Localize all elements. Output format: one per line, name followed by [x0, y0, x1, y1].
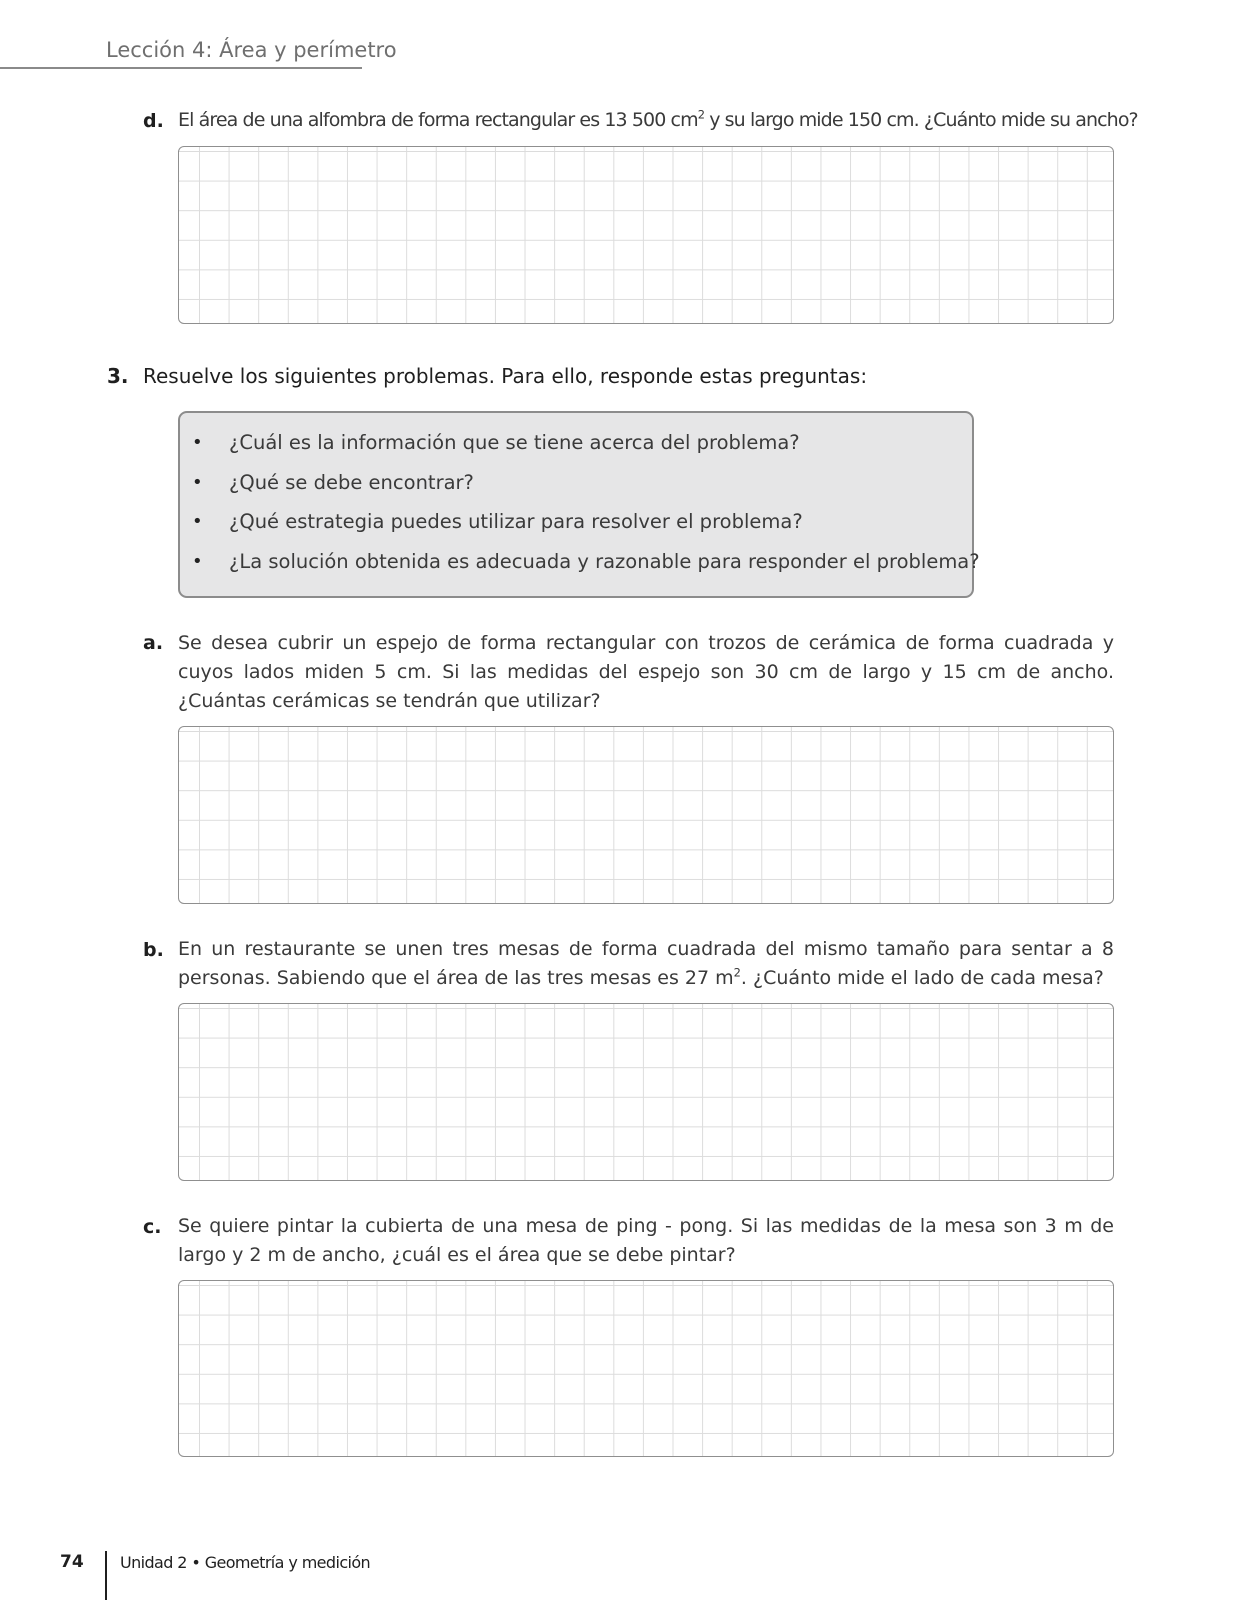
- question-c-letter: c.: [143, 1216, 162, 1238]
- guide-questions-box: [178, 411, 980, 598]
- page-header: [0, 36, 397, 69]
- question-b-text: [178, 935, 1114, 993]
- question-d-text-start: El área de una alfombra de forma rectangular es 13 500 cm: [178, 109, 698, 131]
- guide-question-text: ¿Cuál es la información que se tiene acerca del problema?: [229, 431, 800, 454]
- guide-question-text: ¿Qué se debe encontrar?: [229, 470, 474, 494]
- footer-divider: [105, 1551, 107, 1600]
- lesson-title: Lección 4: Área y perímetro: [106, 38, 397, 62]
- question-d-text-end: y su largo mide 150 cm. ¿Cuánto mide su ancho?: [704, 109, 1138, 131]
- answer-grid-b[interactable]: [178, 1003, 1114, 1181]
- page-number: 74: [60, 1552, 84, 1572]
- bullet-icon: •: [192, 511, 203, 532]
- section-3-number: 3.: [107, 364, 129, 388]
- guide-question-item: [180, 429, 972, 469]
- question-d-letter: d.: [143, 110, 164, 132]
- guide-question-text: ¿La solución obtenida es adecuada y razonable para responder el problema?: [229, 549, 980, 573]
- question-b-text-end: . ¿Cuánto mide el lado de cada mesa?: [740, 967, 1104, 989]
- answer-grid-c[interactable]: [178, 1280, 1114, 1457]
- guide-question-item: [180, 469, 972, 509]
- answer-grid-a[interactable]: [178, 726, 1114, 904]
- question-a-letter: a.: [143, 632, 164, 654]
- question-d-superscript: 2: [697, 107, 705, 122]
- guide-question-text: ¿Qué estrategia puedes utilizar para resolver el problema?: [229, 510, 803, 533]
- bullet-icon: •: [192, 550, 203, 572]
- question-a-text: Se desea cubrir un espejo de forma rectangular con trozos de cerámica de forma cuadrada y cuyos lados miden 5 cm. Si las medidas del espejo son 30 cm de largo y 15 cm de ancho. ¿Cuántas cerámicas se tendrán que utilizar?: [178, 632, 1114, 712]
- question-d-text: [178, 106, 1138, 135]
- question-b-superscript: 2: [733, 965, 741, 980]
- question-b-text-start: En un restaurante se unen tres mesas de forma cuadrada del mismo tamaño para sentar a 8 personas. Sabiendo que el área de las tres mesas es 27 m: [178, 938, 1114, 989]
- question-b-letter: b.: [143, 939, 164, 961]
- answer-grid-d[interactable]: [178, 146, 1114, 324]
- question-c-text: Se quiere pintar la cubierta de una mesa de ping - pong. Si las medidas de la mesa son 3 m de largo y 2 m de ancho, ¿cuál es el área que se debe pintar?: [178, 1215, 1114, 1266]
- guide-question-item: [180, 508, 972, 548]
- footer-unit-label: Unidad 2 • Geometría y medición: [120, 1553, 371, 1572]
- guide-question-item: [180, 548, 980, 588]
- bullet-icon: •: [192, 471, 203, 493]
- section-3-instructions: Resuelve los siguientes problemas. Para ello, responde estas preguntas:: [143, 364, 868, 388]
- bullet-icon: •: [192, 432, 203, 453]
- guide-questions-list: [180, 429, 980, 587]
